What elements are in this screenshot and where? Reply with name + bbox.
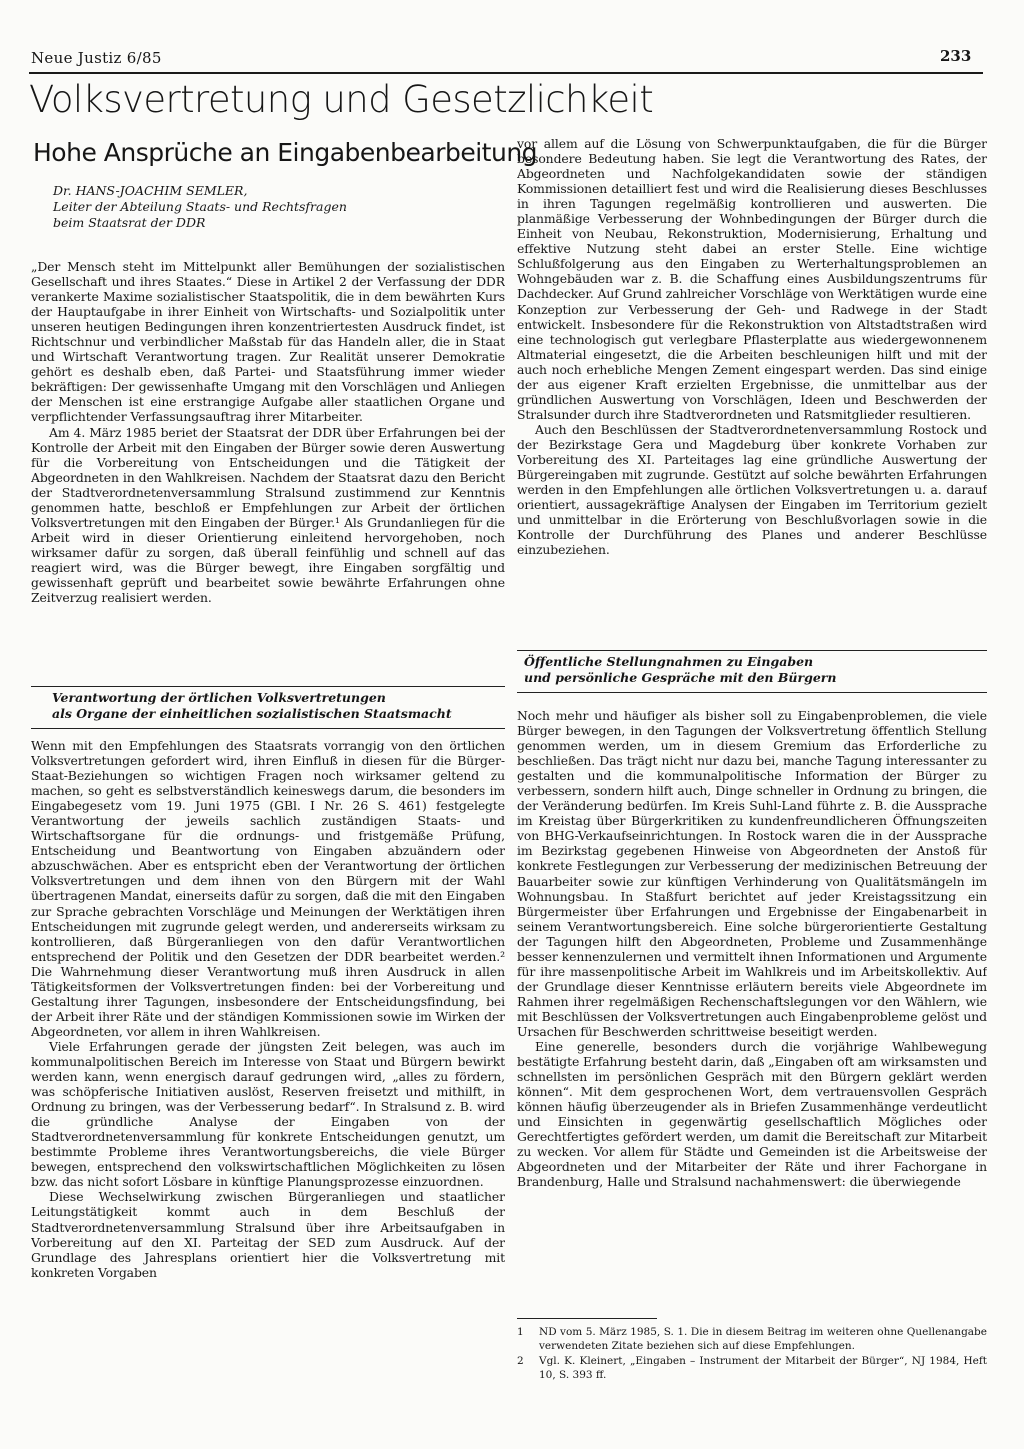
paragraph: „Der Mensch steht im Mittelpunkt aller Bemühungen der sozialistischen Gesellschaft und ihres Staates.“ Diese in Artikel 2 der Verfassung der DDR verankerte Maxime sozialistischer Staatspolitik, die in dem bewährten Kurs der Hauptaufgabe in ihrer Einheit von Wirtschafts- und Sozialpolitik unter unseren heutigen Bedingungen ihren konzentriertesten Ausdruck findet, ist Richtschnur und verbindlicher Maßstab für das Handeln aller, die in Staat und Wirtschaft Verantwortung tragen. Zur Realität unserer Demokratie gehört es deshalb eben, daß Partei- und Staatsführung immer wieder bekräftigen: Der gewissenhafte Umgang mit den Vorschlägen und Anliegen der Menschen ist eine erstrangige Aufgabe aller staatlichen Organe und verpflichtender Verfassungsauftrag ihrer Mitarbeiter. xyxy=(31,259,505,425)
footnote xyxy=(517,1355,987,1382)
byline xyxy=(53,183,493,231)
paragraph: Noch mehr und häufiger als bisher soll zu Eingabenproblemen, die viele Bürger bewegen, in den Tagungen der Volksvertretung öffentlich Stellung genommen werden, um in diesem Gremium das Erforderliche zu beschließen. Das trägt nicht nur dazu bei, manche Tagung interessanter zu gestalten und die kommunalpolitische Information der Bürger zu verbessern, sondern hilft auch, Dinge schneller in Ordnung zu bringen, die der Veränderung bedürfen. Im Kreis Suhl-Land führte z. B. die Aussprache im Kreistag über Bürgerkritiken zu kundenfreundlicheren Öffnungszeiten von BHG-Verkaufseinrichtungen. In Rostock waren die in der Aussprache im Bezirkstag gegebenen Hinweise von Abgeordneten der Anstoß für konkrete Festlegungen zur Verbesserung der medizinischen Betreuung der Bauarbeiter sowie zur künftigen Verhinderung von Qualitätsmängeln im Wohnungsbau. In Staßfurt berichtet auf jeder Kreistagssitzung ein Bürgermeister über Erfahrungen und Ergebnisse der Eingabenarbeit in seinem Verantwortungsbereich. Eine solche bürgerorientierte Gestaltung der Tagungen hilft den Abgeordneten, Probleme und Zusammenhänge besser kennenzulernen und vermittelt ihnen Informationen und Argumente für ihre massenpolitische Arbeit im Wahlkreis und im Arbeitskollektiv. Auf der Grundlage dieser Kenntnisse erläutern bereits viele Abgeordnete im Rahmen ihrer regelmäßigen Rechenschaftslegungen vor den Wählern, wie mit Beschlüssen der Volksvertretungen auch Eingabenprobleme gelöst und Ursachen für Beschwerden schrittweise beseitigt werden. xyxy=(517,708,987,1039)
subhead-rule-bottom xyxy=(517,692,987,693)
author-affiliation-2: beim Staatsrat der DDR xyxy=(53,215,206,230)
subhead-rule-top xyxy=(517,650,987,651)
subhead-right xyxy=(524,654,984,686)
subhead-line: Öffentliche Stellungnahmen zu Eingaben xyxy=(524,654,814,669)
running-head: Neue Justiz 6/85 xyxy=(31,49,162,67)
footnotes xyxy=(517,1326,987,1384)
paragraph: Auch den Beschlüssen der Stadtverordnetenversammlung Rostock und der Bezirkstage Gera und Magdeburg über konkrete Vorhaben zur Vorbereitung des XI. Parteitages lag eine gründliche Auswertung der Bürgereingaben mit zugrunde. Gestützt auf solche bewährten Erfahrungen werden in den Empfehlungen alle örtlichen Volksvertretungen u. a. darauf orientiert, aussagekräftige Analysen der Eingaben im Territorium gezielt und unmittelbar in die Erörterung von Beschlußvorlagen sowie in die Kontrolle der Durchführung des Planes und anderer Beschlüsse einzubeziehen. xyxy=(517,421,987,558)
right-body xyxy=(517,708,987,1304)
subhead-rule-top xyxy=(31,686,505,687)
paragraph: Diese Wechselwirkung zwischen Bürgeranliegen und staatlicher Leitungstätigkeit kommt auch in dem Beschluß der Stadtverordnetenversammlung Stralsund über ihre Arbeitsaufgaben in Vorbereitung auf den XI. Parteitag der SED zum Ausdruck. Auf der Grundlage des Jahresplans orientiert hier die Volksvertretung mit konkreten Vorgaben xyxy=(31,1189,505,1280)
right-top xyxy=(517,136,987,646)
left-intro xyxy=(31,259,505,681)
subhead-left xyxy=(52,690,502,722)
author-name: Dr. HANS-JOACHIM SEMLER, xyxy=(53,183,248,198)
footnote-rule xyxy=(517,1318,657,1319)
footnote-number: 2 xyxy=(517,1355,524,1367)
article-title: Hohe Ansprüche an Eingabenbearbeitung xyxy=(33,138,538,167)
paragraph: Wenn mit den Empfehlungen des Staatsrats vorrangig von den örtlichen Volksvertretungen gefordert wird, ihren Einfluß in diesen für die Bürger-Staat-Beziehungen so wichtigen Fragen noch wirksamer geltend zu machen, so geht es selbstverständlich keineswegs darum, die besonders im Eingabegesetz vom 19. Juni 1975 (GBl. I Nr. 26 S. 461) festgelegte Verantwortung der jeweils sachlich zuständigen Staats- und Wirtschaftsorgane für die ordnungs- und fristgemäße Prüfung, Entscheidung und Beantwortung von Eingaben abzuändern oder abzuschwächen. Aber es entspricht eben der Verantwortung der örtlichen Volksvertretungen und dem ihnen von den Bürgern mit der Wahl übertragenen Mandat, einerseits dafür zu sorgen, daß die mit den Eingaben zur Sprache gebrachten Vorschläge und Meinungen der Werktätigen ihren Entscheidungen mit zugrunde gelegt werden, und andererseits wirksam zu kontrollieren, daß Bürgeranliegen von den dafür Verantwortlichen entsprechend der Politik und den Gesetzen der DDR bearbeitet werden.² Die Wahrnehmung dieser Verantwortung muß ihren Ausdruck in allen Tätigkeitsformen der Volksvertretungen finden: bei der Vorbereitung und Gestaltung ihrer Tagungen, insbesondere der Entscheidungsfindung, bei der Arbeit ihrer Räte und der ständigen Kommissionen sowie im Wirken der Abgeordneten, vor allem in ihren Wahlkreisen. xyxy=(31,738,505,1039)
footnote-text: ND vom 5. März 1985, S. 1. Die in diesem Beitrag im weiteren ohne Quellenangabe verwendeten Zitate beziehen sich auf diese Empfehlungen. xyxy=(539,1326,987,1352)
header-rule xyxy=(29,72,983,74)
page-number: 233 xyxy=(940,47,972,65)
paragraph: Eine generelle, besonders durch die vorjährige Wahlbewegung bestätigte Erfahrung besteht darin, daß „Eingaben oft am wirksamsten und schnellsten im persönlichen Gespräch mit den Bürgern geklärt werden können“. Mit dem gesprochenen Wort, dem vertrauensvollen Gespräch können häufig überzeugender als in Briefen Zusammenhänge verdeutlicht und Einsichten in gegenwärtig gesellschaftlich Mögliches oder Gerechtfertigtes gefördert werden, um damit die Bereitschaft zur Mitarbeit zu wecken. Vor allem für Städte und Gemeinden ist die Arbeitsweise der Abgeordneten und der Mitarbeiter der Räte und ihrer Fachorgane in Brandenburg, Halle und Stralsund nachahmenswert: die überwiegende xyxy=(517,1039,987,1190)
subhead-rule-bottom xyxy=(31,728,505,729)
paragraph: Viele Erfahrungen gerade der jüngsten Zeit belegen, was auch im kommunalpolitischen Bereich im Interesse von Staat und Bürgern bewirkt werden kann, wenn energisch darauf gedrungen wird, „alles zu fördern, was schöpferische Initiativen auslöst, Reserven freisetzt und mithilft, in Ordnung zu bringen, was der Verbesserung bedarf“. In Stralsund z. B. wird die gründliche Analyse der Eingaben von der Stadtverordnetenversammlung für konkrete Entscheidungen genutzt, um bestimmte Probleme ihres Verantwortungsbereichs, die viele Bürger bewegen, entsprechend den volkswirtschaftlichen Möglichkeiten zu lösen bzw. das nicht sofort Lösbare in künftige Planungsprozesse einzuordnen. xyxy=(31,1038,505,1190)
section-title: Volksvertretung und Gesetzlichkeit xyxy=(29,78,654,121)
footnote xyxy=(517,1326,987,1353)
subhead-line: Verantwortung der örtlichen Volksvertretungen xyxy=(52,690,386,705)
paragraph: vor allem auf die Lösung von Schwerpunktaufgaben, die für die Bürger besondere Bedeutung haben. Sie legt die Verantwortung des Rates, der Abgeordneten und Nachfolgekandidaten sowie der ständigen Kommissionen detailliert fest und wird die Realisierung dieses Beschlusses in ihren Tagungen regelmäßig kontrollieren und auswerten. Die planmäßige Verbesserung der Wohnbedingungen der Bürger durch die Einheit von Neubau, Rekonstruktion, Modernisierung, Erhaltung und effektive Nutzung steht dabei an erster Stelle. Eine wichtige Schlußfolgerung aus den Eingaben zu Werterhaltungsproblemen an Wohngebäuden war z. B. die Schaffung eines Ausbildungszentrums für Dachdecker. Auf Grund zahlreicher Vorschläge von Werktätigen wurde eine Konzeption zur Verbesserung der Geh- und Radwege in der Stadt entwickelt. Insbesondere für die Rekonstruktion von Altstadtstraßen wird eine technologisch gut verlegbare Pflasterplatte aus wiedergewonnenem Altmaterial eingesetzt, die die Arbeiten beschleunigen hilft und mit der auch noch erhebliche Mengen Zement eingespart werden. Das sind einige der aus eigener Kraft erzielten Ergebnisse, die unmittelbar aus der gründlichen Auswertung von Vorschlägen, Ideen und Beschwerden der Stralsunder durch ihre Stadtverordneten und Ratsmitglieder resultieren. xyxy=(517,136,987,422)
footnote-text: Vgl. K. Kleinert, „Eingaben – Instrument der Mitarbeit der Bürger“, NJ 1984, Heft 10, S. 393 ff. xyxy=(539,1355,987,1381)
subhead-line: und persönliche Gespräche mit den Bürgern xyxy=(524,670,837,685)
subhead-line: als Organe der einheitlichen sozialistischen Staatsmacht xyxy=(52,706,452,721)
paragraph: Am 4. März 1985 beriet der Staatsrat der DDR über Erfahrungen bei der Kontrolle der Arbeit mit den Eingaben der Bürger sowie deren Auswertung für die Vorbereitung von Entscheidungen und die Tätigkeit der Abgeordneten in den Wahlkreisen. Nachdem der Staatsrat dazu den Bericht der Stadtverordnetenversammlung Stralsund zustimmend zur Kenntnis genommen hatte, beschloß er Empfehlungen zur Arbeit der örtlichen Volksvertretungen mit den Eingaben der Bürger.¹ Als Grundanliegen für die Arbeit wird in dieser Orientierung einleitend hervorgehoben, noch wirksamer dafür zu sorgen, daß überall feinfühlig und schnell auf das reagiert wird, was die Bürger bewegt, ihre Eingaben sorgfältig und gewissenhaft geprüft und bearbeitet sowie bewährte Erfahrungen ohne Zeitverzug realisiert werden. xyxy=(31,424,505,606)
left-body xyxy=(31,738,505,1380)
footnote-number: 1 xyxy=(517,1326,524,1338)
author-affiliation-1: Leiter der Abteilung Staats- und Rechtsfragen xyxy=(53,199,347,214)
